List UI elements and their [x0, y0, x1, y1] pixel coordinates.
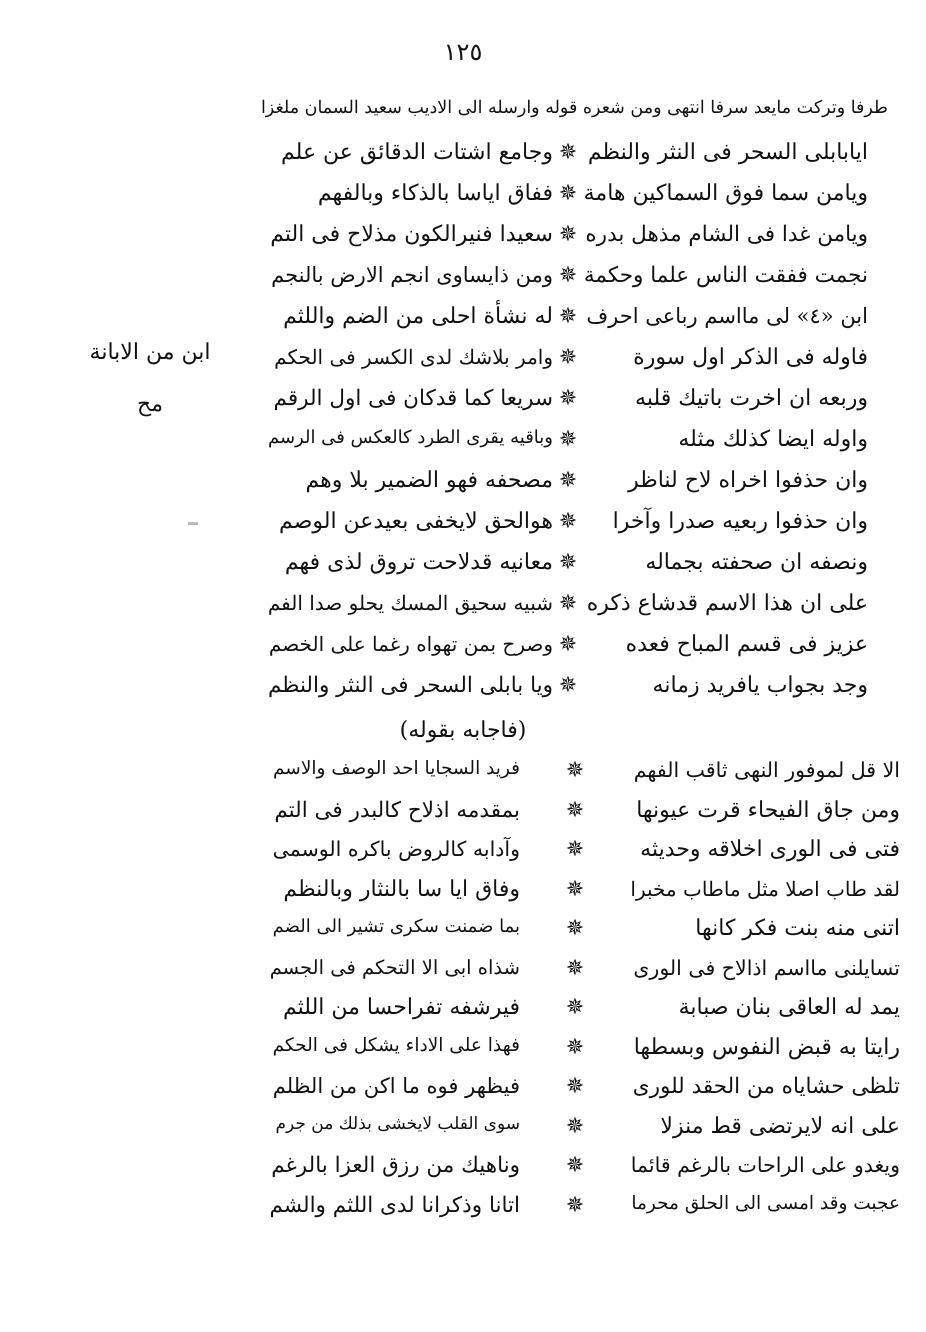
second-hemistich: سريعا كما قدكان فى اول الرقم [273, 386, 553, 411]
first-hemistich: على انه لايرتضى قط منزلا [660, 1113, 900, 1139]
star-separator-icon: ✵ [558, 345, 578, 370]
second-hemistich: وامر بلاشك لدى الكسر فى الحكم [274, 345, 553, 369]
star-separator-icon: ✵ [558, 468, 578, 493]
second-hemistich: هوالحق لايخفى بعيدعن الوصم [279, 509, 553, 534]
verse-line [268, 509, 868, 549]
first-hemistich: عزيز فى قسم المباح فعده [625, 632, 868, 657]
star-separator-icon: ✵ [558, 509, 578, 534]
second-hemistich: فيظهر فوه ما اكن من الظلم [272, 1074, 520, 1098]
first-hemistich: واوله ايضا كذلك مثله [678, 427, 868, 452]
first-hemistich: يمد له العاقى بنان صبابة [678, 995, 900, 1020]
first-hemistich: تسايلنى مااسم اذالاح فى الورى [633, 955, 900, 980]
first-hemistich: لقد طاب اصلا مثل ماطاب مخبرا [630, 876, 900, 901]
verse-line [268, 468, 868, 508]
star-separator-icon: ✵ [565, 955, 585, 981]
ink-speck [188, 522, 198, 525]
second-hemistich: ففاق اياسا بالذكاء وبالفهم [317, 181, 553, 206]
star-separator-icon: ✵ [558, 304, 578, 329]
verse-line [268, 345, 868, 385]
second-hemistich: وفاق ايا سا بالنثار وبالنظم [283, 876, 520, 902]
intro-line: طرفا وتركت مايعد سرفا انتهى ومن شعره قوله وارسله الى الاديب سعيد السمان ملغزا [260, 98, 888, 118]
star-separator-icon: ✵ [565, 1113, 585, 1139]
star-separator-icon: ✵ [558, 181, 578, 206]
verse-line [268, 140, 868, 180]
verse-line [270, 916, 900, 956]
verse-line [270, 1114, 900, 1154]
star-separator-icon: ✵ [558, 427, 578, 452]
first-hemistich: ابن «٤» لى مااسم رباعى احرف [586, 304, 868, 328]
second-hemistich: اتانا وذكرانا لدى اللثم والشم [269, 1192, 520, 1218]
star-separator-icon: ✵ [565, 916, 585, 941]
star-separator-icon: ✵ [565, 1153, 585, 1178]
star-separator-icon: ✵ [558, 386, 578, 411]
verse-line [270, 956, 900, 996]
second-hemistich: فهذا على الاداء يشكل فى الحكم [272, 1034, 520, 1056]
second-hemistich: ويا بابلى السحر فى النثر والنظم [268, 673, 553, 698]
second-hemistich: فريد السجايا احد الوصف والاسم [273, 758, 520, 779]
star-separator-icon: ✵ [558, 673, 578, 698]
second-hemistich: بمقدمه اذلاح كالبدر فى التم [274, 797, 520, 823]
verse-line [270, 995, 900, 1035]
first-hemistich: ونصفه ان صحفته بجماله [645, 550, 868, 575]
verse-line [270, 837, 900, 877]
first-hemistich: ومن جاق الفيحاء قرت عيونها [636, 797, 900, 823]
second-hemistich: بما ضمنت سكرى تشير الى الضم [272, 916, 520, 937]
second-hemistich: له نشأة احلى من الضم واللثم [283, 304, 553, 329]
second-hemistich: سعيدا فنيرالكون مذلاح فى التم [270, 222, 553, 247]
verse-line [268, 386, 868, 426]
page-number: ١٢٥ [443, 38, 483, 66]
star-separator-icon: ✵ [558, 140, 578, 165]
second-hemistich: وآدابه كالروض باكره الوسمى [272, 837, 520, 861]
verse-line [268, 181, 868, 221]
star-separator-icon: ✵ [558, 263, 578, 288]
verse-line [268, 222, 868, 262]
verse-line [270, 1074, 900, 1114]
first-hemistich: وربعه ان اخرت باتيك قلبه [635, 386, 868, 411]
verse-line [270, 758, 900, 798]
margin-note: ابن من الابانة [89, 340, 211, 365]
verse-line [270, 1035, 900, 1075]
star-separator-icon: ✵ [565, 797, 585, 823]
answer-heading: (فاجابه بقوله) [399, 718, 527, 743]
first-hemistich: فتى فى الورى اخلاقه وحديثه [640, 837, 900, 862]
first-hemistich: وان حذفوا اخراه لاح لناظر [628, 468, 868, 493]
verse-line [270, 1193, 900, 1233]
second-hemistich: فيرشفه تفراحسا من اللثم [283, 995, 520, 1020]
second-hemistich: وصرح بمن تهواه رغما على الخصم [268, 632, 553, 656]
first-hemistich: ويامن غدا فى الشام مذهل بدره [585, 222, 868, 247]
second-hemistich: ومن ذايساوى انجم الارض بالنجم [271, 263, 553, 287]
star-separator-icon: ✵ [558, 591, 578, 616]
verse-line [268, 304, 868, 344]
second-hemistich: وجامع اشتات الدقائق عن علم [281, 140, 553, 165]
first-hemistich: وان حذفوا ربعيه صدرا وآخرا [612, 509, 868, 534]
verse-line [270, 798, 900, 838]
verse-line [270, 877, 900, 917]
star-separator-icon: ✵ [565, 995, 585, 1020]
star-separator-icon: ✵ [565, 758, 585, 783]
second-hemistich: وناهيك من رزق العزا بالرغم [271, 1153, 520, 1178]
star-separator-icon: ✵ [558, 632, 578, 657]
first-hemistich: الا قل لموفور النهى ثاقب الفهم [633, 758, 900, 782]
star-separator-icon: ✵ [558, 222, 578, 247]
first-hemistich: فاوله فى الذكر اول سورة [633, 345, 868, 370]
second-hemistich: شبيه سحيق المسك يحلو صدا الفم [267, 591, 553, 615]
star-separator-icon: ✵ [565, 837, 585, 862]
verse-line [268, 591, 868, 631]
first-hemistich: نجمت ففقت الناس علما وحكمة [583, 263, 868, 288]
star-separator-icon: ✵ [558, 550, 578, 575]
verse-line [268, 550, 868, 590]
first-hemistich: تلظى حشاياه من الحقد للورى [632, 1074, 900, 1099]
margin-note-abbrev: مح [137, 392, 163, 417]
verse-line [270, 1153, 900, 1193]
verse-line [268, 632, 868, 672]
verse-line [268, 427, 868, 467]
second-hemistich: مصحفه فهو الضمير بلا وهم [305, 468, 553, 493]
second-hemistich: معانيه قدلاحت تروق لذى فهم [284, 550, 553, 575]
first-hemistich: رايتا به قبض النفوس وبسطها [633, 1034, 900, 1060]
verse-line [268, 673, 868, 713]
star-separator-icon: ✵ [565, 1192, 585, 1218]
first-hemistich: على ان هذا الاسم قدشاع ذكره [586, 591, 868, 616]
first-hemistich: ويامن سما فوق السماكين هامة [583, 181, 868, 206]
first-hemistich: عجبت وقد امسى الى الحلق محرما [631, 1192, 900, 1214]
first-hemistich: ويغدو على الراحات بالرغم قائما [630, 1153, 900, 1177]
star-separator-icon: ✵ [565, 1034, 585, 1060]
first-hemistich: وجد بجواب يافريد زمانه [652, 673, 868, 698]
second-hemistich: شذاه ابى الا التحكم فى الجسم [269, 955, 520, 979]
second-hemistich: سوى القلب لايخشى بذلك من جرم [275, 1113, 520, 1134]
verse-line [268, 263, 868, 303]
second-hemistich: وباقيه يقرى الطرد كالعكس فى الرسم [267, 427, 553, 448]
first-hemistich: اتنى منه بنت فكر كانها [695, 916, 900, 941]
first-hemistich: ايابابلى السحر فى النثر والنظم [587, 140, 868, 165]
star-separator-icon: ✵ [565, 1074, 585, 1099]
star-separator-icon: ✵ [565, 876, 585, 902]
